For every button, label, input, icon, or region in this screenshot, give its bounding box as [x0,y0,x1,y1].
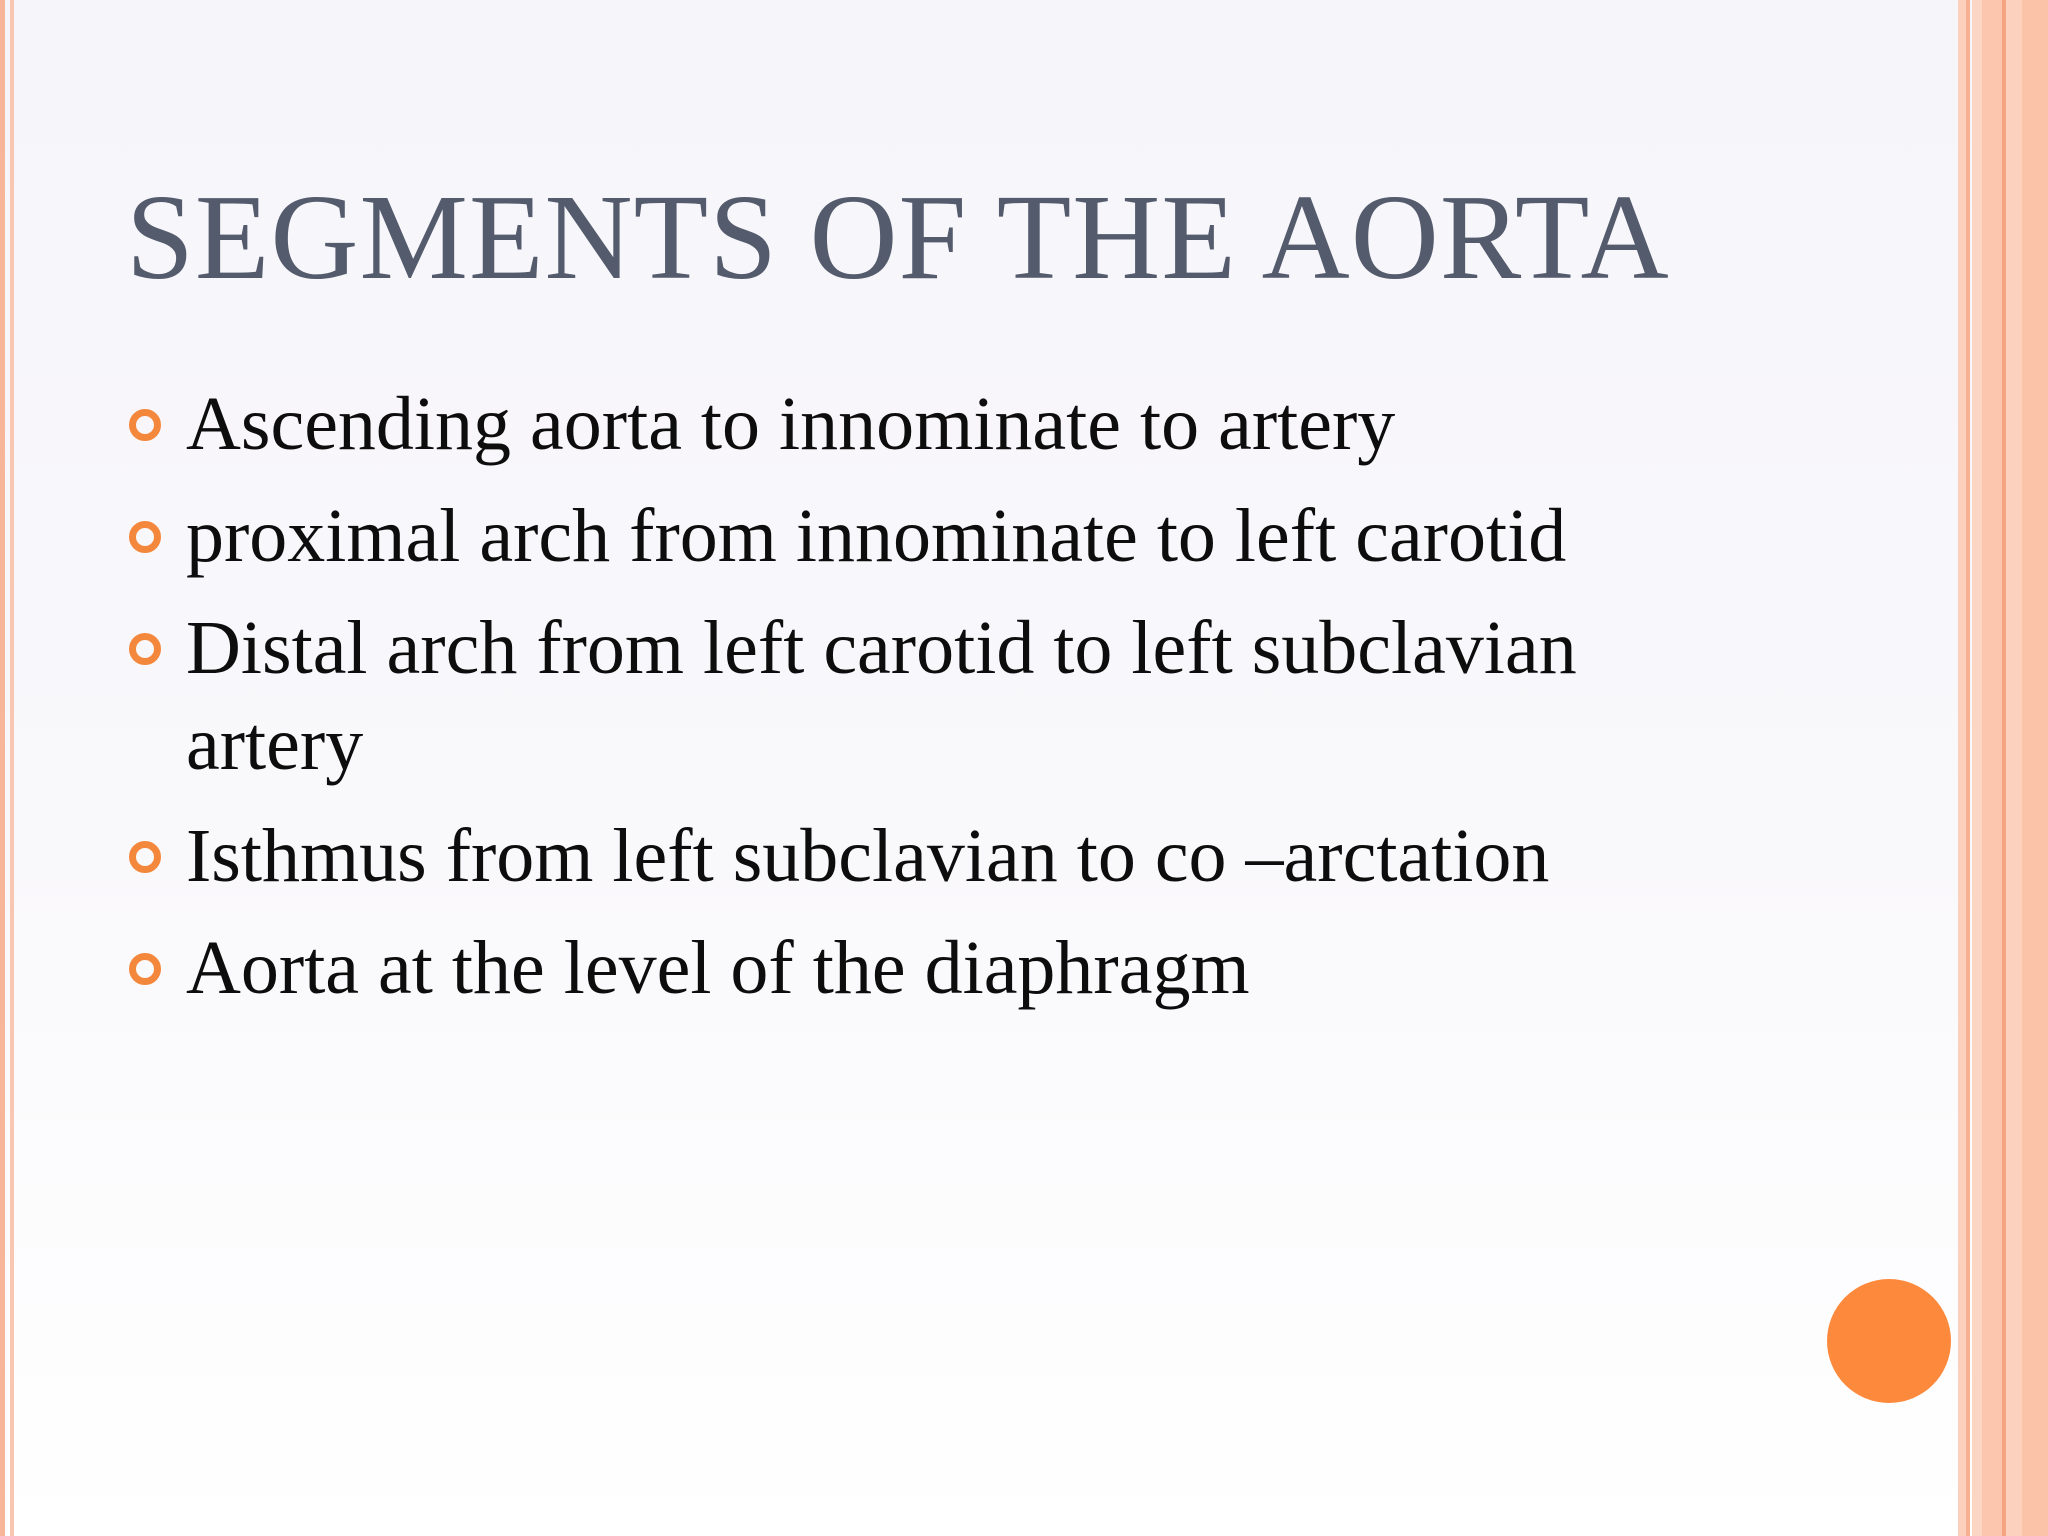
bullet-text: Aorta at the level of the diaphragm [186,926,1250,1010]
ring-bullet-icon [129,409,161,441]
ring-bullet-icon [129,633,161,665]
decorative-orange-circle [1827,1279,1951,1403]
bullet-item [126,488,1686,584]
ring-bullet-icon [129,841,161,873]
bullet-text: Distal arch from left carotid to left subclavian artery [186,606,1577,786]
right-border-stripe [2022,0,2048,1536]
bullet-item [126,600,1686,792]
bullet-text: Isthmus from left subclavian to co –arctation [186,814,1550,898]
right-border-stripe [1958,0,1966,1536]
ring-bullet-icon [129,953,161,985]
bullet-item [126,920,1686,1016]
left-border-stripe [0,0,5,1536]
bullet-list [126,376,1686,1032]
right-border-stripe [1982,0,2002,1536]
right-border-stripe [1972,0,1982,1536]
bullet-item [126,376,1686,472]
ring-bullet-icon [129,521,161,553]
right-border-stripe [2006,0,2022,1536]
bullet-item [126,808,1686,904]
bullet-text: Ascending aorta to innominate to artery [186,382,1396,466]
bullet-text: proximal arch from innominate to left carotid [186,494,1567,578]
slide-title: SEGMENTS OF THE AORTA [126,170,1670,305]
left-border-stripe-inner [10,0,14,1536]
right-border-stripe [1966,0,1970,1536]
